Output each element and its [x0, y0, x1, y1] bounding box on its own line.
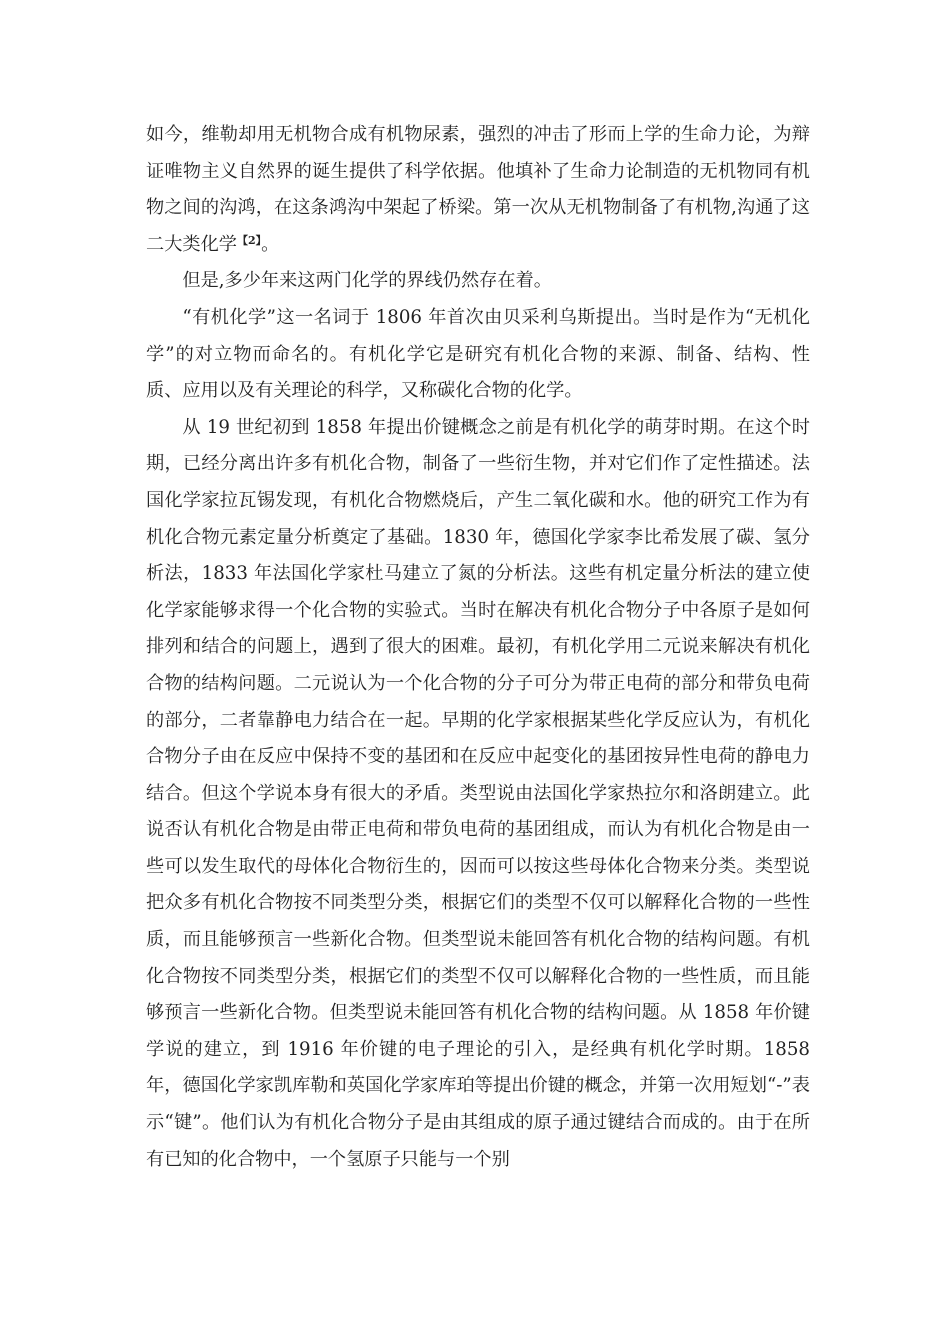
paragraph-boundary: 但是,多少年来这两门化学的界线仍然存在着。: [182, 270, 552, 292]
citation-marker: 【2】: [236, 233, 262, 247]
body-text: [146, 117, 810, 1178]
paragraph-tail: 。: [261, 233, 280, 255]
paragraph-organic-chemistry-definition: “有机化学”这一名词于 1806 年首次由贝采利乌斯提出。当时是作为“无机化学”的对立物而命名的。有机化学它是研究有机化合物的来源、制备、结构、性质、应用以及有关理论的科学，又称碳化合物的化学。: [146, 306, 810, 402]
paragraph-text: 如今，维勒却用无机物合成有机物尿素，强烈的冲击了形而上学的生命力论，为辩证唯物主义自然界的诞生提供了科学依据。他填补了生命力论制造的无机物同有机物之间的沟鸿，在这条鸿沟中架起了桥梁。第一次从无机物制备了有机物,沟通了这二大类化学: [146, 124, 810, 255]
paragraph-history: 从 19 世纪初到 1858 年提出价键概念之前是有机化学的萌芽时期。在这个时期，已经分离出许多有机化合物，制备了一些衍生物，并对它们作了定性描述。法国化学家拉瓦锡发现，有机化合物燃烧后，产生二氧化碳和水。他的研究工作为有机化合物元素定量分析奠定了基础。1830 年，德国化学家李比希发展了碳、氢分析法，1833 年法国化学家杜马建立了氮的分析法。这些有机定量分析法的建立使化学家能够求得一个化合物的实验式。当时在解决有机化合物分子中各原子是如何排列和结合的问题上，遇到了很大的困难。最初，有机化学用二元说来解决有机化合物的结构问题。二元说认为一个化合物的分子可分为带正电荷的部分和带负电荷的部分，二者靠静电力结合在一起。早期的化学家根据某些化学反应认为，有机化合物分子由在反应中保持不变的基团和在反应中起变化的基团按异性电荷的静电力结合。但这个学说本身有很大的矛盾。类型说由法国化学家热拉尔和洛朗建立。此说否认有机化合物是由带正电荷和带负电荷的基团组成，而认为有机化合物是由一些可以发生取代的母体化合物衍生的，因而可以按这些母体化合物来分类。类型说把众多有机化合物按不同类型分类，根据它们的类型不仅可以解释化合物的一些性质，而且能够预言一些新化合物。但类型说未能回答有机化合物的结构问题。有机化合物按不同类型分类，根据它们的类型不仅可以解释化合物的一些性质，而且能够预言一些新化合物。但类型说未能回答有机化合物的结构问题。从 1858 年价键学说的建立，到 1916 年价键的电子理论的引入，是经典有机化学时期。1858 年，德国化学家凯库勒和英国化学家库珀等提出价键的概念，并第一次用短划“-”表示“键”。他们认为有机化合物分子是由其组成的原子通过键结合而成的。由于在所有已知的化合物中，一个氢原子只能与一个别: [146, 416, 810, 1170]
paragraph-wohler-urea: [146, 117, 810, 263]
